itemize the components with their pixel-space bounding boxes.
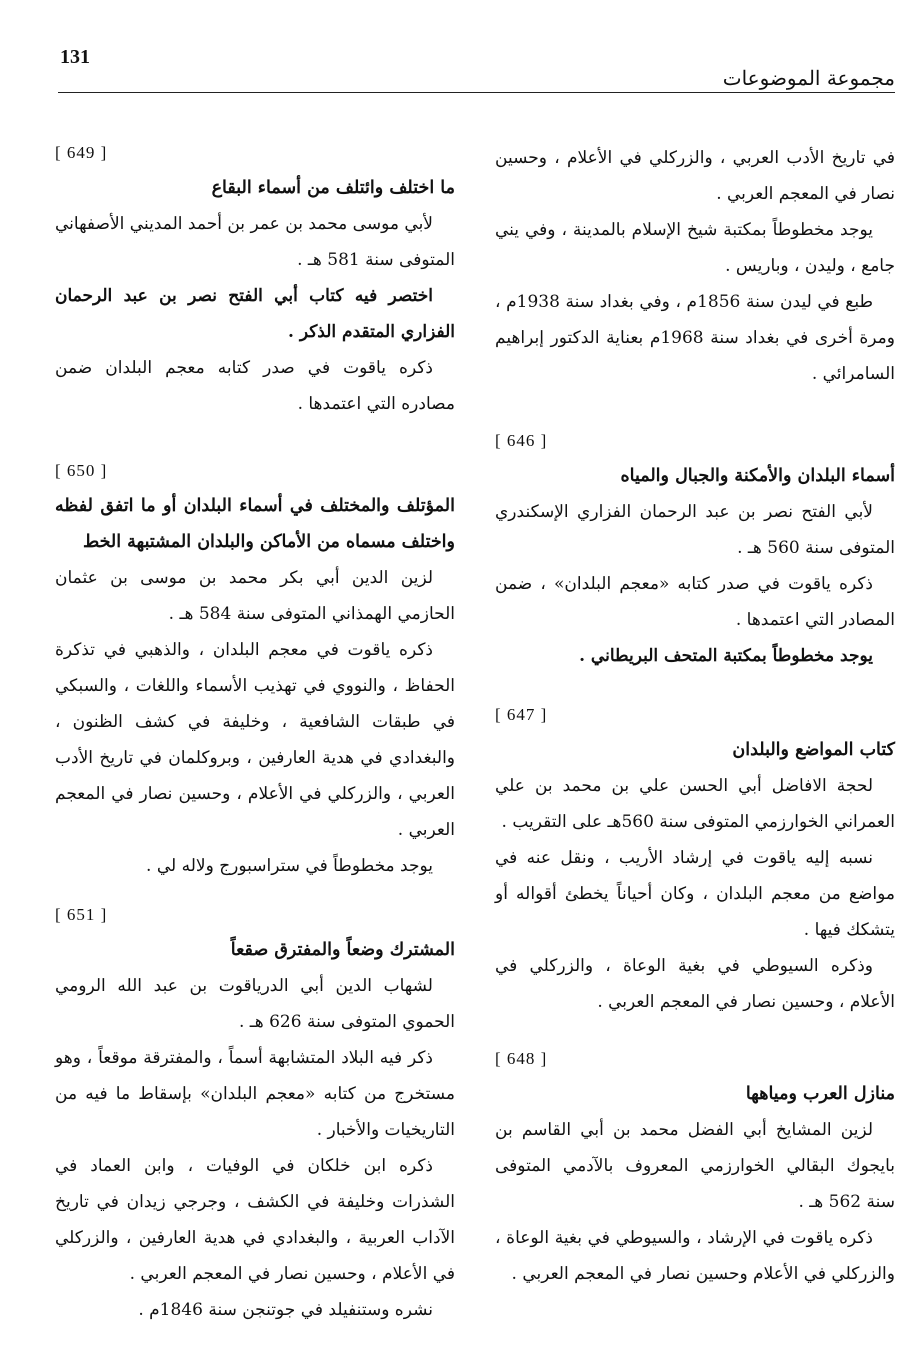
paragraph: في تاريخ الأدب العربي ، والزركلي في الأعلام ، وحسين نصار في المعجم العربي . bbox=[495, 148, 895, 204]
running-head: مجموعة الموضوعات bbox=[722, 66, 895, 90]
entry-651 bbox=[55, 902, 455, 1328]
entry-number: [ 651 ] bbox=[55, 905, 108, 924]
right-column bbox=[495, 140, 895, 1340]
left-column bbox=[55, 140, 455, 1340]
entry-title: كتاب المواضع والبلدان bbox=[732, 740, 895, 760]
entry-title: أسماء البلدان والأمكنة والجبال والمياه bbox=[620, 466, 895, 486]
entry-title: المشترك وضعاً والمفترق صقعاً bbox=[230, 940, 455, 960]
entry-650 bbox=[55, 458, 455, 884]
paragraph: نشره وستنفيلد في جوتنجن سنة 1846م . bbox=[138, 1300, 433, 1320]
paragraph: يوجد مخطوطاً بمكتبة شيخ الإسلام بالمدينة ، وفي يني جامع ، وليدن ، وباريس . bbox=[495, 220, 895, 276]
page-number: 131 bbox=[60, 46, 90, 68]
entry-646 bbox=[495, 428, 895, 674]
paragraph: نسبه إليه ياقوت في إرشاد الأريب ، ونقل عنه في مواضع من معجم البلدان ، وكان أحياناً يخطئ أقواله أو يتشكك فيها . bbox=[495, 848, 895, 940]
entry-number: [ 649 ] bbox=[55, 143, 108, 162]
entry-title: منازل العرب ومياهها bbox=[745, 1084, 895, 1104]
entry-number: [ 650 ] bbox=[55, 461, 108, 480]
entry-number: [ 647 ] bbox=[495, 705, 548, 724]
entry-number: [ 646 ] bbox=[495, 431, 548, 450]
paragraph: لأبي الفتح نصر بن عبد الرحمان الفزاري الإسكندري المتوفى سنة 560 هـ . bbox=[495, 502, 895, 558]
paragraph: ذكره ياقوت في معجم البلدان ، والذهبي في تذكرة الحفاظ ، والنووي في تهذيب الأسماء واللغات ، والسبكي في طبقات الشافعية ، وخليفة في كشف الظنون ، والبغدادي في هدية العارفين ، وبروكلمان في تاريخ الأدب العربي ، والزركلي في الأعلام ، وحسين نصار في المعجم العربي . bbox=[55, 640, 455, 840]
entry-648 bbox=[495, 1046, 895, 1292]
continuation-text bbox=[495, 140, 895, 392]
paragraph: يوجد مخطوطاً بمكتبة المتحف البريطاني . bbox=[579, 646, 873, 666]
paragraph: لحجة الافاضل أبي الحسن علي بن محمد بن علي العمراني الخوارزمي المتوفى سنة 560هـ على التقريب . bbox=[495, 776, 895, 832]
entry-649 bbox=[55, 140, 455, 422]
paragraph: لشهاب الدين أبي الدرياقوت بن عبد الله الرومي الحموي المتوفى سنة 626 هـ . bbox=[55, 976, 455, 1032]
paragraph: ذكره ياقوت في الإرشاد ، والسيوطي في بغية الوعاة ، والزركلي في الأعلام وحسين نصار في المعجم العربي . bbox=[495, 1228, 895, 1284]
entry-title: المؤتلف والمختلف في أسماء البلدان أو ما اتفق لفظه واختلف مسماه من الأماكن والبلدان المشتبهة الخط bbox=[55, 496, 455, 552]
paragraph: لأبي موسى محمد بن عمر بن أحمد المديني الأصفهاني المتوفى سنة 581 هـ . bbox=[55, 214, 455, 270]
paragraph: لزين الدين أبي بكر محمد بن موسى بن عثمان الحازمي الهمذاني المتوفى سنة 584 هـ . bbox=[55, 568, 455, 624]
paragraph: ذكره ياقوت في صدر كتابه معجم البلدان ضمن مصادره التي اعتمدها . bbox=[55, 358, 455, 414]
paragraph: لزين المشايخ أبي الفضل محمد بن أبي القاسم بن بايجوك البقالي الخوارزمي المعروف بالآدمي المتوفى سنة 562 هـ . bbox=[495, 1120, 895, 1212]
header-rule bbox=[58, 92, 895, 93]
entry-number: [ 648 ] bbox=[495, 1049, 548, 1068]
paragraph: ذكر فيه البلاد المتشابهة أسماً ، والمفترقة موقعاً ، وهو مستخرج من كتابه «معجم البلدان» بإسقاط ما فيه من التاريخيات والأخبار . bbox=[55, 1048, 455, 1140]
entry-647 bbox=[495, 702, 895, 1020]
paragraph: طبع في ليدن سنة 1856م ، وفي بغداد سنة 1938م ، ومرة أخرى في بغداد سنة 1968م بعناية الدكتور إبراهيم السامرائي . bbox=[495, 292, 895, 384]
paragraph: وذكره السيوطي في بغية الوعاة ، والزركلي في الأعلام ، وحسين نصار في المعجم العربي . bbox=[495, 956, 895, 1012]
paragraph: ذكره ابن خلكان في الوفيات ، وابن العماد في الشذرات وخليفة في الكشف ، وجرجي زيدان في تاريخ الآداب العربية ، والبغدادي في هدية العارفين ، والزركلي في الأعلام ، وحسين نصار في المعجم العربي . bbox=[55, 1156, 455, 1284]
paragraph: يوجد مخطوطاً في ستراسبورج ولاله لي . bbox=[146, 856, 433, 876]
paragraph: ذكره ياقوت في صدر كتابه «معجم البلدان» ، ضمن المصادر التي اعتمدها . bbox=[495, 574, 895, 630]
entry-title: ما اختلف وائتلف من أسماء البقاع bbox=[211, 178, 455, 198]
paragraph: اختصر فيه كتاب أبي الفتح نصر بن عبد الرحمان الفزاري المتقدم الذكر . bbox=[55, 286, 455, 342]
